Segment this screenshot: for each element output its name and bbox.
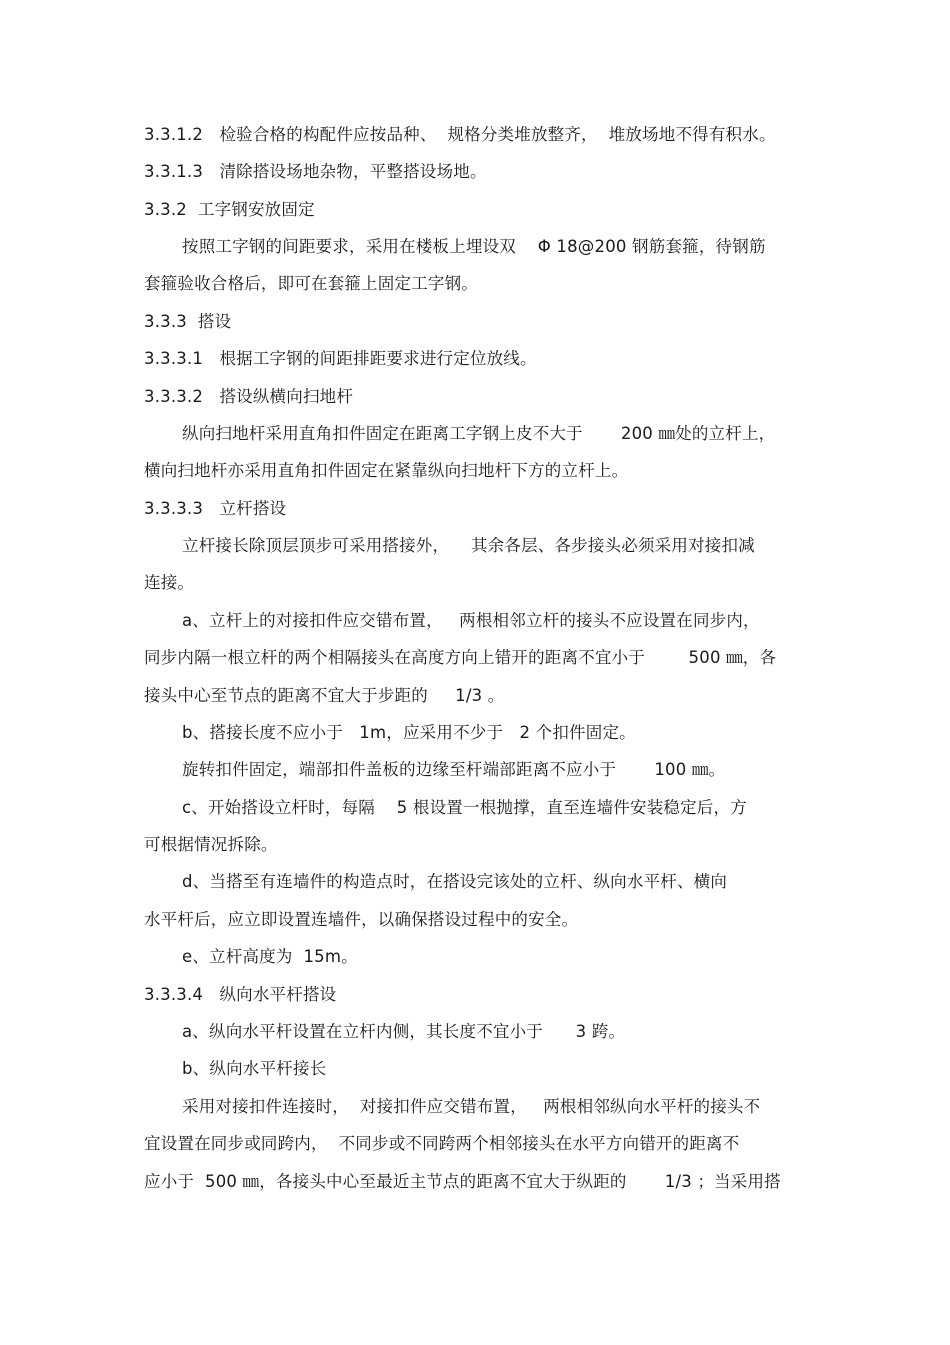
body-text-line: 套箍验收合格后，即可在套箍上固定工字钢。 — [144, 274, 478, 293]
body-text-line: 立杆接长除顶层顶步可采用搭接外， 其余各层、各步接头必须采用对接扣减 — [182, 536, 755, 555]
section-heading-3-3-2: 3.3.2 工字钢安放固定 — [144, 200, 315, 219]
body-text-line: 应小于 500 ㎜，各接头中心至最近主节点的距离不宜大于纵距的 1/3 ；当采用搭 — [144, 1172, 781, 1191]
list-item-a: a、纵向水平杆设置在立杆内侧，其长度不宜小于 3 跨。 — [182, 1022, 626, 1041]
body-text-line: 同步内隔一根立杆的两个相隔接头在高度方向上错开的距离不宜小于 500 ㎜，各 — [144, 648, 777, 667]
paragraph-3-3-1-3: 3.3.1.3 清除搭设场地杂物，平整搭设场地。 — [144, 162, 487, 181]
paragraph-3-3-3-1: 3.3.3.1 根据工字钢的间距排距要求进行定位放线。 — [144, 349, 537, 368]
body-text-line: 旋转扣件固定，端部扣件盖板的边缘至杆端部距离不应小于 100 ㎜。 — [182, 760, 726, 779]
body-text-line: 纵向扫地杆采用直角扣件固定在距离工字钢上皮不大于 200 ㎜处的立杆上， — [182, 424, 776, 443]
body-text-line: 水平杆后，应立即设置连墙件，以确保搭设过程中的安全。 — [144, 910, 579, 929]
body-text-line: 接头中心至节点的距离不宜大于步距的 1/3 。 — [144, 686, 505, 705]
list-item-e: e、立杆高度为 15m。 — [182, 947, 358, 966]
body-text-line: 可根据情况拆除。 — [144, 835, 278, 854]
body-text-line: 连接。 — [144, 573, 195, 592]
body-text-line: 按照工字钢的间距要求，采用在楼板上埋设双 Φ 18@200 钢筋套箍，待钢筋 — [182, 237, 766, 256]
list-item-a: a、立杆上的对接扣件应交错布置， 两根相邻立杆的接头不应设置在同步内， — [182, 611, 760, 630]
list-item-b: b、纵向水平杆接长 — [182, 1059, 327, 1078]
list-item-d: d、当搭至有连墙件的构造点时，在搭设完该处的立杆、纵向水平杆、横向 — [182, 872, 728, 891]
list-item-c: c、开始搭设立杆时，每隔 5 根设置一根抛撑，直至连墙件安装稳定后，方 — [182, 798, 747, 817]
body-text-line: 采用对接扣件连接时， 对接扣件应交错布置， 两根相邻纵向水平杆的接头不 — [182, 1097, 761, 1116]
body-text-line: 横向扫地杆亦采用直角扣件固定在紧靠纵向扫地杆下方的立杆上。 — [144, 461, 629, 480]
paragraph-3-3-1-2: 3.3.1.2 检验合格的构配件应按品种、 规格分类堆放整齐， 堆放场地不得有积水。 — [144, 125, 776, 144]
list-item-b: b、搭接长度不应小于 1m，应采用不少于 2 个扣件固定。 — [182, 723, 636, 742]
section-heading-3-3-3-3: 3.3.3.3 立杆搭设 — [144, 499, 287, 518]
body-text-line: 宜设置在同步或同跨内， 不同步或不同跨两个相邻接头在水平方向错开的距离不 — [144, 1134, 740, 1153]
section-heading-3-3-3-2: 3.3.3.2 搭设纵横向扫地杆 — [144, 387, 354, 406]
section-heading-3-3-3-4: 3.3.3.4 纵向水平杆搭设 — [144, 985, 337, 1004]
section-heading-3-3-3: 3.3.3 搭设 — [144, 312, 232, 331]
